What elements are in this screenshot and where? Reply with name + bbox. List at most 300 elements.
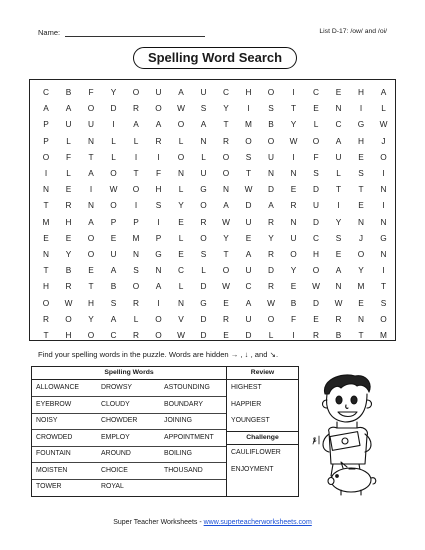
grid-letter[interactable]: G <box>200 184 207 195</box>
grid-letter[interactable]: Y <box>268 232 274 243</box>
grid-row <box>30 327 395 343</box>
grid-letter[interactable]: R <box>65 281 72 292</box>
grid-letter[interactable]: E <box>290 281 297 292</box>
grid-letter[interactable]: O <box>155 313 162 324</box>
grid-letter[interactable]: U <box>290 232 297 243</box>
grid-letter[interactable]: I <box>89 184 93 195</box>
grid-letter[interactable]: L <box>111 135 116 146</box>
challenge-word: CAULIFLOWER <box>231 449 281 456</box>
grid-letter[interactable]: B <box>65 265 72 276</box>
grid-letter[interactable]: E <box>358 297 364 308</box>
grid-letter[interactable]: N <box>380 216 387 227</box>
grid-letter[interactable]: O <box>380 313 387 324</box>
grid-letter[interactable]: A <box>245 249 252 259</box>
grid-letter[interactable]: E <box>223 330 229 340</box>
grid-letter[interactable]: O <box>222 168 230 178</box>
footer-prefix: Super Teacher Worksheets - <box>113 519 204 526</box>
grid-letter[interactable]: A <box>65 103 72 114</box>
grid-letter[interactable]: H <box>245 87 252 97</box>
grid-letter[interactable]: S <box>133 265 139 276</box>
grid-letter[interactable]: R <box>133 330 139 340</box>
grid-letter[interactable]: O <box>42 297 50 308</box>
grid-letter[interactable]: E <box>178 249 184 259</box>
grid-letter[interactable]: N <box>358 216 364 227</box>
grid-letter[interactable]: N <box>178 297 184 308</box>
grid-letter[interactable]: C <box>313 232 319 243</box>
grid-letter[interactable]: O <box>132 184 140 195</box>
grid-letter[interactable]: T <box>335 184 342 195</box>
grid-letter[interactable]: B <box>335 330 342 340</box>
spelling-word: CLOUDY <box>101 400 130 408</box>
grid-letter[interactable]: S <box>200 103 207 114</box>
grid-letter[interactable]: W <box>334 297 343 308</box>
spelling-word: EMPLOY <box>101 433 130 441</box>
grid-letter[interactable]: Y <box>335 216 342 227</box>
grid-letter[interactable]: N <box>178 168 184 178</box>
grid-letter[interactable]: S <box>380 297 387 308</box>
grid-row <box>30 181 395 197</box>
grid-letter[interactable]: I <box>337 200 340 211</box>
challenge-header: Challenge <box>227 431 298 445</box>
grid-letter[interactable]: O <box>155 330 162 340</box>
grid-row <box>30 214 395 230</box>
grid-letter[interactable]: N <box>335 281 342 292</box>
grid-letter[interactable]: I <box>292 151 295 162</box>
review-word: YOUNGEST <box>231 417 270 424</box>
grid-letter[interactable]: B <box>65 87 72 97</box>
grid-letter[interactable]: E <box>335 87 342 97</box>
grid-letter[interactable]: N <box>43 184 49 195</box>
grid-letter[interactable]: I <box>382 265 385 276</box>
grid-letter[interactable]: N <box>358 313 364 324</box>
grid-letter[interactable]: O <box>87 249 95 259</box>
grid-letter[interactable]: R <box>268 249 274 259</box>
row-divider <box>32 479 226 480</box>
grid-letter[interactable]: I <box>157 151 160 162</box>
grid-letter[interactable]: N <box>88 200 94 211</box>
grid-letter[interactable]: P <box>155 232 162 243</box>
grid-letter[interactable]: O <box>110 168 117 178</box>
grid-letter[interactable]: R <box>313 330 319 340</box>
grid-letter[interactable]: O <box>357 249 365 259</box>
grid-letter[interactable]: S <box>155 200 162 211</box>
grid-letter[interactable]: I <box>112 119 115 130</box>
grid-letter[interactable]: O <box>177 151 185 162</box>
grid-letter[interactable]: Y <box>88 313 94 324</box>
grid-letter[interactable]: L <box>381 103 386 114</box>
grid-letter[interactable]: E <box>43 232 49 243</box>
spelling-word: CHOICE <box>101 466 128 474</box>
review-word: HAPPIER <box>231 400 262 408</box>
grid-letter[interactable]: M <box>42 216 50 227</box>
grid-letter[interactable]: E <box>335 249 342 259</box>
grid-letter[interactable]: F <box>313 151 319 162</box>
grid-letter[interactable]: O <box>132 87 140 97</box>
grid-letter[interactable]: G <box>380 232 387 243</box>
grid-letter[interactable]: A <box>88 168 94 178</box>
grid-letter[interactable]: R <box>43 313 49 324</box>
grid-letter[interactable]: L <box>66 135 71 146</box>
grid-letter[interactable]: E <box>65 232 72 243</box>
grid-letter[interactable]: H <box>313 249 319 259</box>
grid-letter[interactable]: U <box>65 119 72 130</box>
grid-row <box>30 262 395 278</box>
grid-letter[interactable]: T <box>358 330 364 340</box>
grid-letter[interactable]: U <box>200 87 207 97</box>
grid-letter[interactable]: C <box>335 119 342 130</box>
grid-letter[interactable]: E <box>358 151 364 162</box>
page-title: Spelling Word Search <box>133 47 297 69</box>
grid-row <box>30 165 395 181</box>
grid-letter[interactable]: T <box>223 119 229 130</box>
grid-letter[interactable]: U <box>200 168 207 178</box>
grid-letter[interactable]: L <box>111 151 116 162</box>
grid-letter[interactable]: R <box>290 200 297 211</box>
grid-letter[interactable]: J <box>358 232 364 243</box>
grid-letter[interactable]: H <box>43 281 49 292</box>
spelling-word: BOUNDARY <box>164 400 203 408</box>
grid-letter[interactable]: W <box>64 297 73 308</box>
grid-letter[interactable]: L <box>336 168 341 178</box>
grid-letter[interactable]: O <box>312 135 320 146</box>
grid-letter[interactable]: S <box>245 151 252 162</box>
grid-letter[interactable]: P <box>43 135 49 146</box>
grid-letter[interactable]: Y <box>358 265 364 276</box>
grid-letter[interactable]: I <box>359 103 363 114</box>
grid-letter[interactable]: O <box>222 151 230 162</box>
grid-letter[interactable]: A <box>335 135 342 146</box>
grid-letter[interactable]: G <box>200 297 207 308</box>
grid-letter[interactable]: C <box>223 87 229 97</box>
grid-letter[interactable]: H <box>358 87 364 97</box>
grid-letter[interactable]: T <box>290 103 297 114</box>
grid-letter[interactable]: C <box>43 87 49 97</box>
grid-letter[interactable]: A <box>200 119 207 130</box>
grid-letter[interactable]: U <box>245 216 252 227</box>
grid-letter[interactable]: L <box>201 265 206 276</box>
spelling-word: FOUNTAIN <box>36 450 71 457</box>
grid-letter[interactable]: R <box>155 135 162 146</box>
grid-letter[interactable]: F <box>155 168 162 178</box>
grid-letter[interactable]: P <box>110 216 117 227</box>
grid-letter[interactable]: W <box>312 281 320 292</box>
name-row <box>38 28 205 37</box>
grid-letter[interactable]: A <box>178 87 184 97</box>
grid-letter[interactable]: I <box>247 103 250 114</box>
grid-letter[interactable]: C <box>178 265 184 276</box>
grid-letter[interactable]: D <box>313 184 319 195</box>
spelling-word: TOWER <box>36 483 62 490</box>
grid-letter[interactable]: A <box>88 216 94 227</box>
grid-letter[interactable]: I <box>292 87 295 97</box>
grid-letter[interactable]: N <box>200 135 207 146</box>
spelling-word: CROWDED <box>36 433 73 441</box>
grid-letter[interactable]: I <box>382 200 385 211</box>
grid-letter[interactable]: O <box>267 135 275 146</box>
grid-row <box>30 311 395 327</box>
grid-letter[interactable]: F <box>88 87 94 97</box>
grid-row <box>30 116 395 132</box>
grid-letter[interactable]: M <box>357 281 365 292</box>
grid-letter[interactable]: I <box>157 297 160 308</box>
grid-letter[interactable]: H <box>358 135 364 146</box>
grid-letter[interactable]: D <box>268 265 274 276</box>
grid-letter[interactable]: E <box>110 232 117 243</box>
grid-letter[interactable]: A <box>335 265 342 276</box>
grid-letter[interactable]: E <box>290 184 297 195</box>
grid-letter[interactable]: S <box>110 297 117 308</box>
grid-letter[interactable]: N <box>335 103 342 114</box>
grid-letter[interactable]: T <box>88 151 94 162</box>
grid-letter[interactable]: T <box>88 281 94 292</box>
grid-letter[interactable]: N <box>290 168 297 178</box>
grid-letter[interactable]: A <box>380 87 387 97</box>
grid-letter[interactable]: E <box>358 200 364 211</box>
row-divider <box>32 462 226 463</box>
grid-letter[interactable]: R <box>133 297 139 308</box>
grid-letter[interactable]: N <box>268 168 274 178</box>
grid-letter[interactable]: L <box>313 119 319 130</box>
grid-letter[interactable]: C <box>110 330 117 340</box>
grid-letter[interactable]: E <box>223 297 229 308</box>
grid-letter[interactable]: A <box>245 297 252 308</box>
grid-letter[interactable]: G <box>357 119 365 130</box>
grid-letter[interactable]: R <box>223 313 229 324</box>
grid-letter[interactable]: W <box>267 297 275 308</box>
row-divider <box>32 396 226 397</box>
grid-letter[interactable]: H <box>65 216 72 227</box>
grid-letter[interactable]: O <box>267 313 275 324</box>
grid-letter[interactable]: S <box>313 168 319 178</box>
footer <box>0 519 425 526</box>
spelling-words-table <box>31 366 299 497</box>
spelling-word: ASTOUNDING <box>164 384 210 391</box>
grid-letter[interactable]: Y <box>290 119 297 130</box>
grid-letter[interactable]: O <box>312 265 320 276</box>
grid-letter[interactable]: Y <box>223 103 229 114</box>
grid-letter[interactable]: A <box>110 313 117 324</box>
grid-letter[interactable]: R <box>65 200 72 211</box>
grid-letter[interactable]: U <box>268 151 274 162</box>
list-id: List D-17: /ow/ and /oi/ <box>319 28 387 35</box>
grid-letter[interactable]: N <box>380 249 387 259</box>
grid-letter[interactable]: E <box>245 232 252 243</box>
grid-letter[interactable]: U <box>88 119 94 130</box>
grid-letter[interactable]: T <box>43 265 49 276</box>
grid-letter[interactable]: A <box>110 265 117 276</box>
grid-letter[interactable]: Y <box>290 265 297 276</box>
grid-letter[interactable]: O <box>87 330 95 340</box>
grid-letter[interactable]: N <box>380 184 387 195</box>
grid-letter[interactable]: A <box>268 200 274 211</box>
grid-letter[interactable]: A <box>133 119 139 130</box>
grid-letter[interactable]: T <box>223 249 229 259</box>
grid-letter[interactable]: W <box>177 330 185 340</box>
grid-letter[interactable]: D <box>200 313 207 324</box>
grid-letter[interactable]: I <box>292 330 295 340</box>
grid-letter[interactable]: W <box>109 184 118 195</box>
row-divider <box>32 429 226 430</box>
grid-letter[interactable]: Y <box>65 249 72 259</box>
grid-letter[interactable]: J <box>381 135 386 146</box>
spelling-word: EYEBROW <box>36 400 72 408</box>
grid-letter[interactable]: N <box>133 249 139 259</box>
grid-letter[interactable]: A <box>155 281 162 292</box>
grid-letter[interactable]: N <box>223 184 229 195</box>
grid-letter[interactable]: P <box>133 216 139 227</box>
grid-letter[interactable]: U <box>245 313 252 324</box>
grid-letter[interactable]: D <box>110 103 117 114</box>
grid-letter[interactable]: Y <box>178 200 184 211</box>
grid-letter[interactable]: I <box>157 216 160 227</box>
grid-letter[interactable]: W <box>289 135 298 146</box>
grid-letter[interactable]: M <box>245 119 252 130</box>
grid-letter[interactable]: E <box>313 103 319 114</box>
grid-letter[interactable]: U <box>313 200 319 211</box>
grid-letter[interactable]: L <box>178 135 184 146</box>
grid-letter[interactable]: S <box>358 168 364 178</box>
grid-letter[interactable]: U <box>245 265 252 276</box>
grid-letter[interactable]: E <box>88 265 94 276</box>
spelling-word: MOISTEN <box>36 466 68 474</box>
grid-letter[interactable]: W <box>222 281 230 292</box>
grid-letter[interactable]: E <box>313 313 319 324</box>
grid-letter[interactable]: O <box>42 151 50 162</box>
grid-letter[interactable]: H <box>88 297 94 308</box>
grid-letter[interactable]: I <box>134 151 138 162</box>
grid-letter[interactable]: O <box>200 200 207 211</box>
grid-row <box>30 149 395 165</box>
grid-letter[interactable]: N <box>290 216 297 227</box>
grid-letter[interactable]: F <box>290 313 297 324</box>
grid-letter[interactable]: T <box>43 330 49 340</box>
grid-letter[interactable]: O <box>155 103 162 114</box>
grid-letter[interactable]: C <box>245 281 252 292</box>
grid-letter[interactable]: T <box>43 200 49 211</box>
name-label: Name: <box>38 28 61 37</box>
row-divider <box>32 413 226 414</box>
grid-letter[interactable]: R <box>268 216 274 227</box>
grid-letter[interactable]: L <box>178 232 184 243</box>
grid-letter[interactable]: R <box>335 313 342 324</box>
grid-letter[interactable]: B <box>110 281 117 292</box>
grid-letter[interactable]: O <box>65 313 72 324</box>
grid-letter[interactable]: O <box>222 265 230 276</box>
spelling-word: ROYAL <box>101 483 124 490</box>
grid-letter[interactable]: I <box>382 168 385 178</box>
grid-letter[interactable]: N <box>155 265 162 276</box>
grid-letter[interactable]: L <box>133 135 139 146</box>
grid-letter[interactable]: N <box>43 249 49 259</box>
grid-letter[interactable]: D <box>268 184 274 195</box>
grid-letter[interactable]: O <box>87 103 95 114</box>
grid-letter[interactable]: R <box>268 281 274 292</box>
grid-letter[interactable]: W <box>177 103 185 114</box>
grid-letter[interactable]: T <box>133 168 139 178</box>
grid-letter[interactable]: L <box>268 330 274 340</box>
grid-letter[interactable]: R <box>223 135 229 146</box>
grid-letter[interactable]: A <box>155 119 162 130</box>
grid-letter[interactable]: T <box>245 168 252 178</box>
grid-letter[interactable]: O <box>380 151 387 162</box>
grid-letter[interactable]: E <box>178 216 184 227</box>
grid-letter[interactable]: O <box>110 200 117 211</box>
grid-letter[interactable]: W <box>379 119 388 130</box>
name-field[interactable] <box>65 29 205 37</box>
grid-letter[interactable]: A <box>43 103 49 114</box>
grid-letter[interactable]: L <box>66 168 71 178</box>
grid-letter[interactable]: D <box>200 281 207 292</box>
grid-letter[interactable]: L <box>178 184 184 195</box>
grid-letter[interactable]: S <box>200 249 207 259</box>
grid-letter[interactable]: N <box>88 135 94 146</box>
grid-letter[interactable]: O <box>267 87 275 97</box>
grid-letter[interactable]: O <box>87 232 95 243</box>
grid-letter[interactable]: D <box>313 297 319 308</box>
grid-letter[interactable]: U <box>155 87 162 97</box>
grid-letter[interactable]: B <box>268 119 274 130</box>
grid-letter[interactable]: I <box>134 200 138 211</box>
grid-letter[interactable]: E <box>65 184 72 195</box>
grid-letter[interactable]: R <box>133 103 139 114</box>
grid-letter[interactable]: H <box>65 330 72 340</box>
grid-letter[interactable]: W <box>244 184 253 195</box>
grid-letter[interactable]: D <box>245 330 252 340</box>
grid-letter[interactable]: U <box>335 151 342 162</box>
grid-letter[interactable]: F <box>65 151 72 162</box>
review-header: Review <box>227 367 298 380</box>
grid-row <box>30 278 395 294</box>
grid-letter[interactable]: U <box>110 249 117 259</box>
grid-letter[interactable]: L <box>133 313 139 324</box>
grid-letter[interactable]: R <box>200 216 207 227</box>
grid-letter[interactable]: G <box>155 249 162 259</box>
grid-letter[interactable]: Y <box>110 87 117 97</box>
grid-letter[interactable]: O <box>290 249 297 259</box>
spelling-word: DROWSY <box>101 384 133 391</box>
grid-letter[interactable]: S <box>335 232 342 243</box>
grid-letter[interactable]: C <box>313 87 319 97</box>
grid-letter[interactable]: Y <box>223 232 229 243</box>
grid-letter[interactable]: O <box>200 232 207 243</box>
grid-letter[interactable]: P <box>43 119 49 130</box>
grid-letter[interactable]: H <box>155 184 162 195</box>
challenge-word: ENJOYMENT <box>231 465 274 473</box>
footer-link[interactable]: www.superteacherworksheets.com <box>203 519 312 526</box>
grid-letter[interactable]: O <box>177 119 185 130</box>
grid-letter[interactable]: L <box>178 281 184 292</box>
grid-letter[interactable]: A <box>223 200 229 211</box>
grid-letter[interactable]: M <box>380 330 387 340</box>
row-divider <box>32 446 226 447</box>
grid-letter[interactable]: I <box>44 168 48 178</box>
grid-letter[interactable]: T <box>358 184 364 195</box>
grid-letter[interactable]: B <box>290 297 297 308</box>
grid-letter[interactable]: D <box>313 216 319 227</box>
grid-letter[interactable]: O <box>245 135 252 146</box>
svg-text:$: $ <box>313 438 317 444</box>
grid-letter[interactable]: D <box>245 200 252 211</box>
boy-with-piggy-bank-illustration <box>307 372 387 498</box>
grid-letter[interactable]: W <box>222 216 230 227</box>
grid-letter[interactable]: M <box>132 232 140 243</box>
grid-letter[interactable]: S <box>268 103 274 114</box>
grid-letter[interactable]: D <box>200 330 207 340</box>
grid-letter[interactable]: T <box>380 281 387 292</box>
grid-letter[interactable]: L <box>201 151 206 162</box>
grid-letter[interactable]: V <box>178 313 184 324</box>
grid-letter[interactable]: O <box>132 281 140 292</box>
